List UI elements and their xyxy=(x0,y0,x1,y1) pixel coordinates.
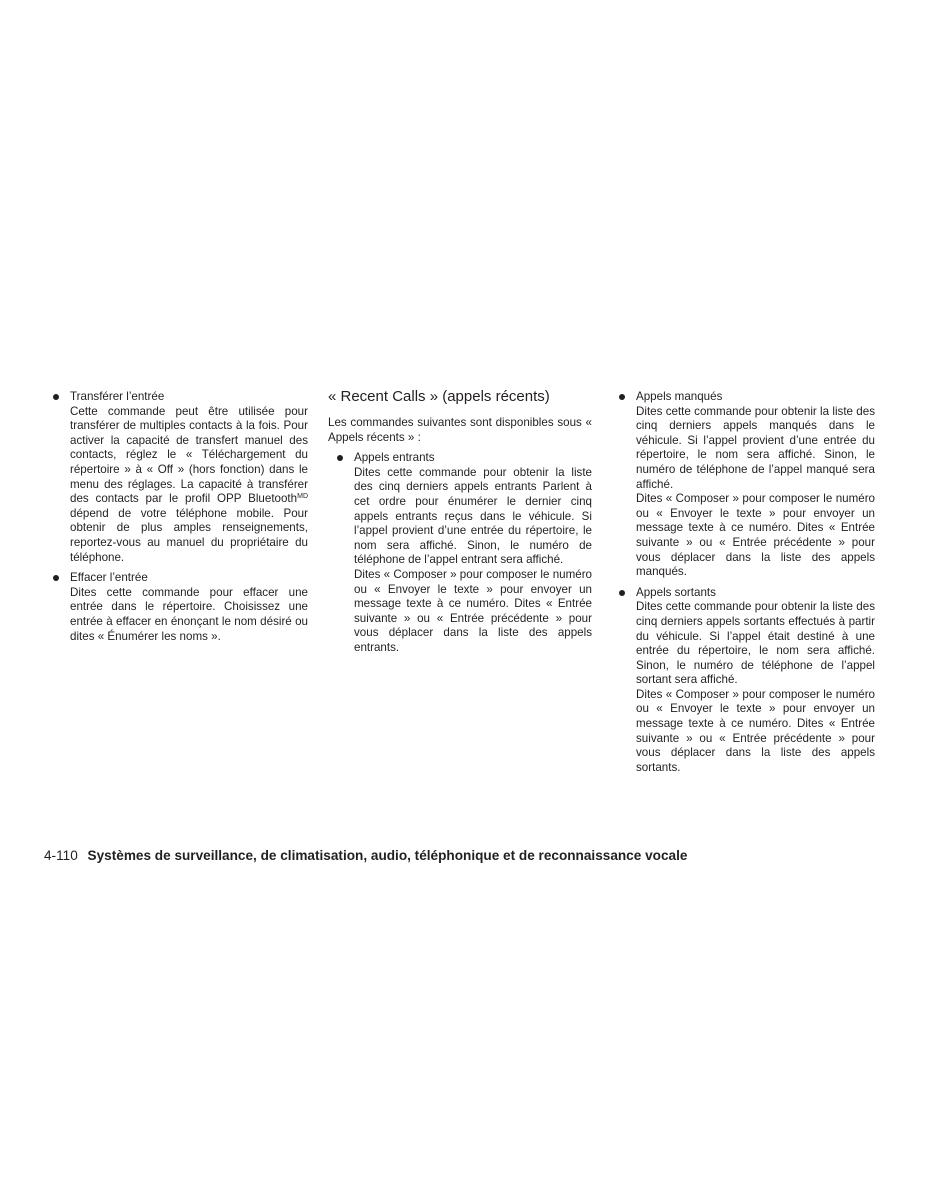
page-number: 4-110 xyxy=(44,848,78,863)
list-item-transferer xyxy=(52,390,308,565)
bullet-icon xyxy=(619,394,625,400)
item-body: Dites cette commande pour obtenir la liste des cinq derniers appels manqués dans le véhicule. Si l’appel provient d’une entrée du répertoire, le nom sera affiché. Sinon, le numéro de téléphone de l’appel manqué sera affiché. xyxy=(636,404,875,491)
item-body-2: Dites « Composer » pour composer le numéro ou « Envoyer le texte » pour envoyer un message texte à ce numéro. Dites « Entrée suivante » ou « Entrée précédente » pour vous déplacer dans la liste des appels entrants. xyxy=(354,567,592,654)
page-footer xyxy=(44,848,687,864)
middle-column xyxy=(328,388,592,662)
item-title: Effacer l’entrée xyxy=(70,571,148,585)
item-body xyxy=(70,405,308,566)
item-body-text-cont: dépend de votre téléphone mobile. Pour obtenir de plus amples renseignements, reportez-vous au manuel du propriétaire du téléphone. xyxy=(70,506,308,564)
list-item-appels-entrants xyxy=(336,451,592,655)
item-body-text: Cette commande peut être utilisée pour transférer de multiples contacts à la fois. Pour activer la capacité de transfert manuel des contacts, réglez le « Téléchargement du répertoire » à « Off » (hors fonction) dans le menu des réglages. La capacité à transférer des contacts par le profil OPP Bluetooth xyxy=(70,404,308,506)
bullet-icon xyxy=(53,394,59,400)
trademark-superscript: MD xyxy=(297,493,308,501)
item-title: Appels sortants xyxy=(636,585,716,599)
item-body: Dites cette commande pour effacer une entrée dans le répertoire. Choisissez une entrée à effacer en énonçant le nom désiré ou dites « Énumérer les noms ». xyxy=(70,585,308,643)
section-intro: Les commandes suivantes sont disponibles sous « Appels récents » : xyxy=(328,416,592,444)
section-heading: « Recent Calls » (appels récents) xyxy=(328,388,550,405)
chapter-title: Systèmes de surveillance, de climatisation, audio, téléphonique et de reconnaissance vocale xyxy=(87,848,688,863)
item-body: Dites cette commande pour obtenir la liste des cinq derniers appels entrants Parlent à cet ordre pour énumérer le dernier cinq appels entrants reçus dans le véhicule. Si l’appel provient d’une entrée du répertoire, le nom sera affiché. Sinon, le numéro de téléphone de l’appel entrant sera affiché. xyxy=(354,465,592,567)
list-item-effacer xyxy=(52,571,308,644)
bullet-icon xyxy=(619,590,625,596)
bullet-icon xyxy=(53,575,59,581)
item-title: Appels entrants xyxy=(354,451,435,465)
item-title: Transférer l’entrée xyxy=(70,390,165,403)
item-body: Dites cette commande pour obtenir la liste des cinq derniers appels sortants effectués à partir du véhicule. Si l’appel était destiné à une entrée du répertoire, le nom sera affiché. Sinon, le numéro de téléphone de l’appel sortant sera affiché. xyxy=(636,600,875,687)
list-item-appels-sortants xyxy=(618,586,875,776)
bullet-icon xyxy=(337,455,343,461)
left-column xyxy=(52,390,308,650)
item-body-2: Dites « Composer » pour composer le numéro ou « Envoyer le texte » pour envoyer un message texte à ce numéro. Dites « Entrée suivante » ou « Entrée précédente » pour vous déplacer dans la liste des appels manqués. xyxy=(636,492,875,579)
item-body-2: Dites « Composer » pour composer le numéro ou « Envoyer le texte » pour envoyer un message texte à ce numéro. Dites « Entrée suivante » ou « Entrée précédente » pour vous déplacer dans la liste des appels sortants. xyxy=(636,687,875,774)
right-column xyxy=(618,390,875,781)
item-title: Appels manqués xyxy=(636,390,723,403)
list-item-appels-manques xyxy=(618,390,875,580)
